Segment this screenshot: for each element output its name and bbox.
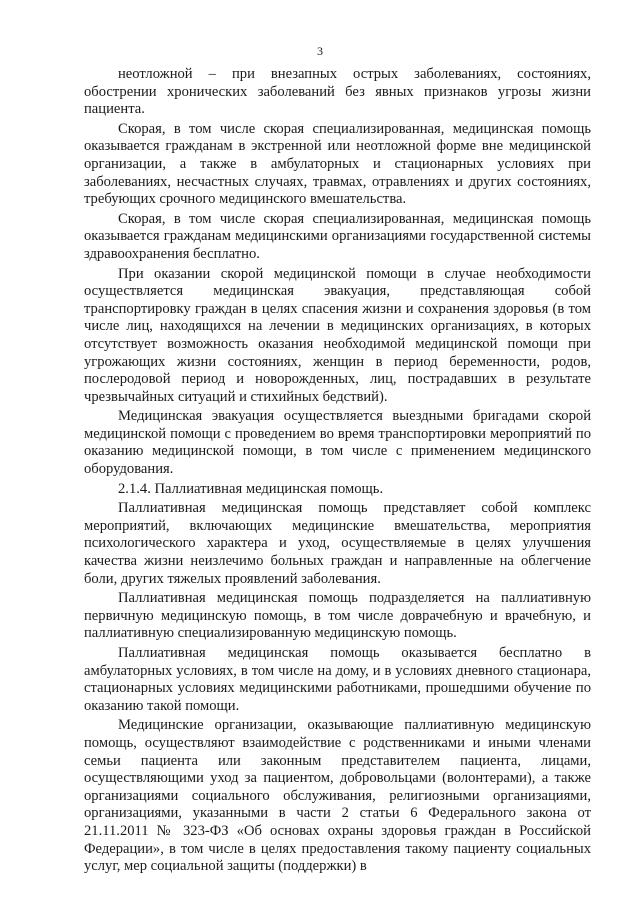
section-heading-palliative: 2.1.4. Паллиативная медицинская помощь. [118,480,384,497]
page-number: 3 [317,44,323,58]
paragraph-palliative-conditions: Паллиативная медицинская помощь оказывается бесплатно в амбулаторных условиях, в том числе на дому, и в условиях дневного стационара, стационарных условиях медицинскими работниками, прошедшими обучение по оказанию такой помощи. [84,645,591,714]
paragraph-palliative-organizations: Медицинские организации, оказывающие паллиативную медицинскую помощь, осуществляют взаимодействие с родственниками и иными членами семьи пациента или законным представителем пациента, лицами, осуществляющими уход за пациентом, добровольцами (волонтерами), а также организациями социального обслуживания, религиозными организациями, организациями, указанными в части 2 статьи 6 Федерального закона от 21.11.2011 № 323-ФЗ «Об основах охраны здоровья граждан в Российской Федерации», в том числе в целях предоставления такому пациенту социальных услуг, мер социальной защиты (поддержки) в [84,717,591,875]
paragraph-palliative-types: Паллиативная медицинская помощь подразделяется на паллиативную первичную медицинскую помощь, в том числе доврачебную и врачебную, и паллиативную специализированную медицинскую помощь. [84,590,591,642]
paragraph-emergency-care: Скорая, в том числе скорая специализированная, медицинская помощь оказывается гражданам в экстренной или неотложной форме вне медицинской организации, а также в амбулаторных и стационарных условиях при заболеваниях, несчастных случаях, травмах, отравлениях и других состояниях, требующих срочного медицинского вмешательства. [84,120,591,208]
paragraph-medical-evacuation: При оказании скорой медицинской помощи в случае необходимости осуществляется медицинская эвакуация, представляющая собой транспортировку граждан в целях спасения жизни и сохранения здоровья (в том числе лиц, находящихся на лечении в медицинских организациях, в которых отсутствует возможность оказания необходимой медицинской помощи при угрожающих жизни состояниях, женщин в период беременности, родов, послеродовой период и новорожденных, лиц, пострадавших в результате чрезвычайных ситуаций и стихийных бедствий). [84,265,591,405]
document-body [84,66,591,878]
paragraph-continuation: неотложной – при внезапных острых заболеваниях, состояниях, обострении хронических заболеваний без явных признаков угрозы жизни пациента. [84,66,591,118]
paragraph-emergency-free: Скорая, в том числе скорая специализированная, медицинская помощь оказывается гражданам медицинскими организациями государственной системы здравоохранения бесплатно. [84,210,591,262]
paragraph-palliative-definition: Паллиативная медицинская помощь представляет собой комплекс мероприятий, включающих медицинские вмешательства, мероприятия психологического характера и уход, осуществляемые в целях улучшения качества жизни неизлечимо больных граждан и направленные на облегчение боли, других тяжелых проявлений заболевания. [84,500,591,587]
paragraph-evacuation-teams: Медицинская эвакуация осуществляется выездными бригадами скорой медицинской помощи с проведением во время транспортировки мероприятий по оказанию медицинской помощи, в том числе с применением медицинского оборудования. [84,408,591,478]
